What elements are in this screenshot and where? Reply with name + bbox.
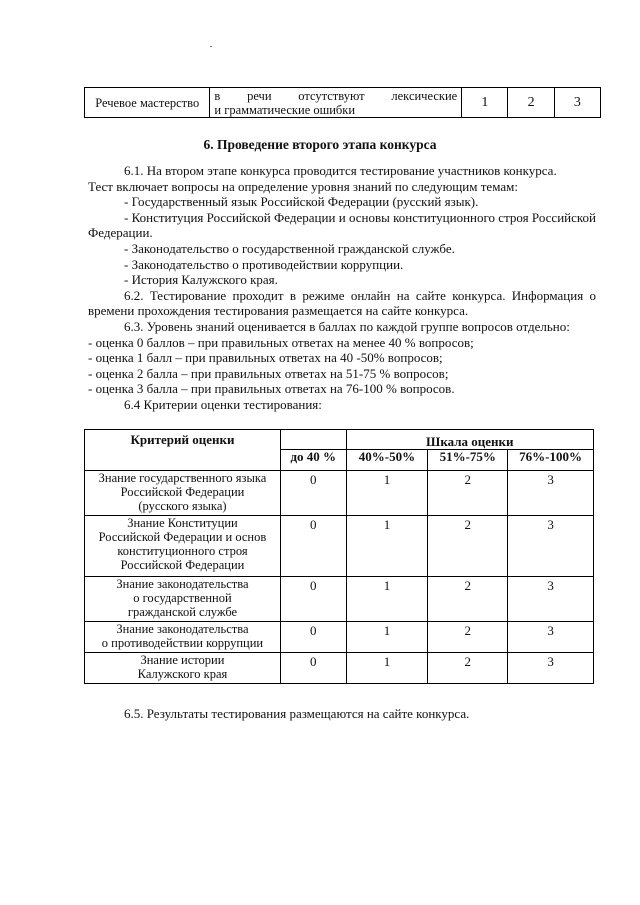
section-heading: 6. Проведение второго этапа конкурса	[203, 137, 437, 152]
table-header-row	[85, 430, 594, 450]
score-cell: 1	[346, 577, 428, 622]
section-body	[88, 163, 596, 413]
score-cell: 3	[508, 471, 594, 516]
top-criteria-table	[84, 87, 601, 118]
criterion-name-cell: Знание законодательства о противодействии коррупции	[85, 622, 281, 653]
grade-item: - оценка 0 баллов – при правильных ответах на менее 40 % вопросов;	[88, 334, 474, 350]
score-cell: 2	[428, 471, 508, 516]
score-cell: 3	[508, 622, 594, 653]
topic-item: - Конституция Российской Федерации и основы конституционного строя Российской Федерации.	[88, 209, 596, 241]
range-header: до 40 %	[280, 449, 346, 470]
testing-criteria-table	[84, 429, 594, 684]
description-cell	[210, 88, 462, 118]
score-cell: 2	[428, 622, 508, 653]
header-criterion: Критерий оценки	[85, 430, 281, 471]
score-cell: 1	[346, 471, 428, 516]
score-cell: 2	[508, 88, 554, 118]
table-row	[85, 653, 594, 684]
description-line-1: в речи отсутствуют лексические	[214, 88, 458, 103]
grade-item: - оценка 2 балла – при правильных ответах на 51-75 % вопросов;	[88, 365, 449, 381]
topic-item: - Государственный язык Российской Федерации (русский язык).	[124, 194, 479, 210]
range-header: 51%-75%	[428, 449, 508, 470]
paragraph-6-3: 6.3. Уровень знаний оценивается в баллах по каждой группе вопросов отдельно:	[124, 318, 570, 334]
grade-item: - оценка 3 балла – при правильных ответах на 76-100 % вопросов.	[88, 381, 455, 397]
score-cell: 1	[346, 516, 428, 577]
paragraph-6-1-line-2: Тест включает вопросы на определение уровня знаний по следующим темам:	[88, 178, 518, 194]
score-cell: 0	[280, 471, 346, 516]
paragraph-6-1-line-1: 6.1. На втором этапе конкурса проводится тестирование участников конкурса.	[124, 163, 557, 178]
score-cell: 3	[508, 516, 594, 577]
topic-item: - История Калужского края.	[124, 272, 278, 288]
table-row	[85, 516, 594, 577]
grade-item: - оценка 1 балл – при правильных ответах на 40 -50% вопросов;	[88, 350, 443, 366]
criterion-name-cell: Знание государственного языка Российской Федерации (русского языка)	[85, 471, 281, 516]
criterion-name-cell: Знание законодательства о государственной гражданской службе	[85, 577, 281, 622]
description-line-2: и грамматические ошибки	[214, 102, 356, 117]
score-cell: 3	[554, 88, 600, 118]
score-cell: 0	[280, 577, 346, 622]
score-cell: 1	[462, 88, 508, 118]
criterion-cell: Речевое мастерство	[85, 88, 210, 118]
topic-item: - Законодательство о противодействии коррупции.	[124, 256, 404, 272]
paragraph-6-4: 6.4 Критерии оценки тестирования:	[124, 396, 322, 412]
table-row	[85, 88, 601, 118]
range-header: 76%-100%	[508, 449, 594, 470]
score-cell: 1	[346, 622, 428, 653]
criterion-name-cell: Знание истории Калужского края	[85, 653, 281, 684]
score-cell: 2	[428, 653, 508, 684]
score-cell: 0	[280, 622, 346, 653]
score-cell: 2	[428, 516, 508, 577]
scan-mark	[210, 46, 212, 47]
header-scale: Шкала оценки	[346, 430, 593, 450]
table-row	[85, 577, 594, 622]
topic-item: - Законодательство о государственной гражданской службе.	[124, 240, 455, 256]
table-row	[85, 471, 594, 516]
score-cell: 2	[428, 577, 508, 622]
paragraph-6-2: 6.2. Тестирование проходит в режиме онлайн на сайте конкурса. Информация о времени прохождения тестирования размещается на сайте конкурса.	[88, 287, 596, 319]
criterion-name-cell: Знание Конституции Российской Федерации и основ конституционного строя Российской Федерации	[85, 516, 281, 577]
score-cell: 3	[508, 653, 594, 684]
score-cell: 0	[280, 653, 346, 684]
table-row	[85, 622, 594, 653]
paragraph-6-5: 6.5. Результаты тестирования размещаются на сайте конкурса.	[124, 706, 470, 721]
header-blank	[280, 430, 346, 450]
score-cell: 3	[508, 577, 594, 622]
score-cell: 1	[346, 653, 428, 684]
range-header: 40%-50%	[346, 449, 428, 470]
score-cell: 0	[280, 516, 346, 577]
